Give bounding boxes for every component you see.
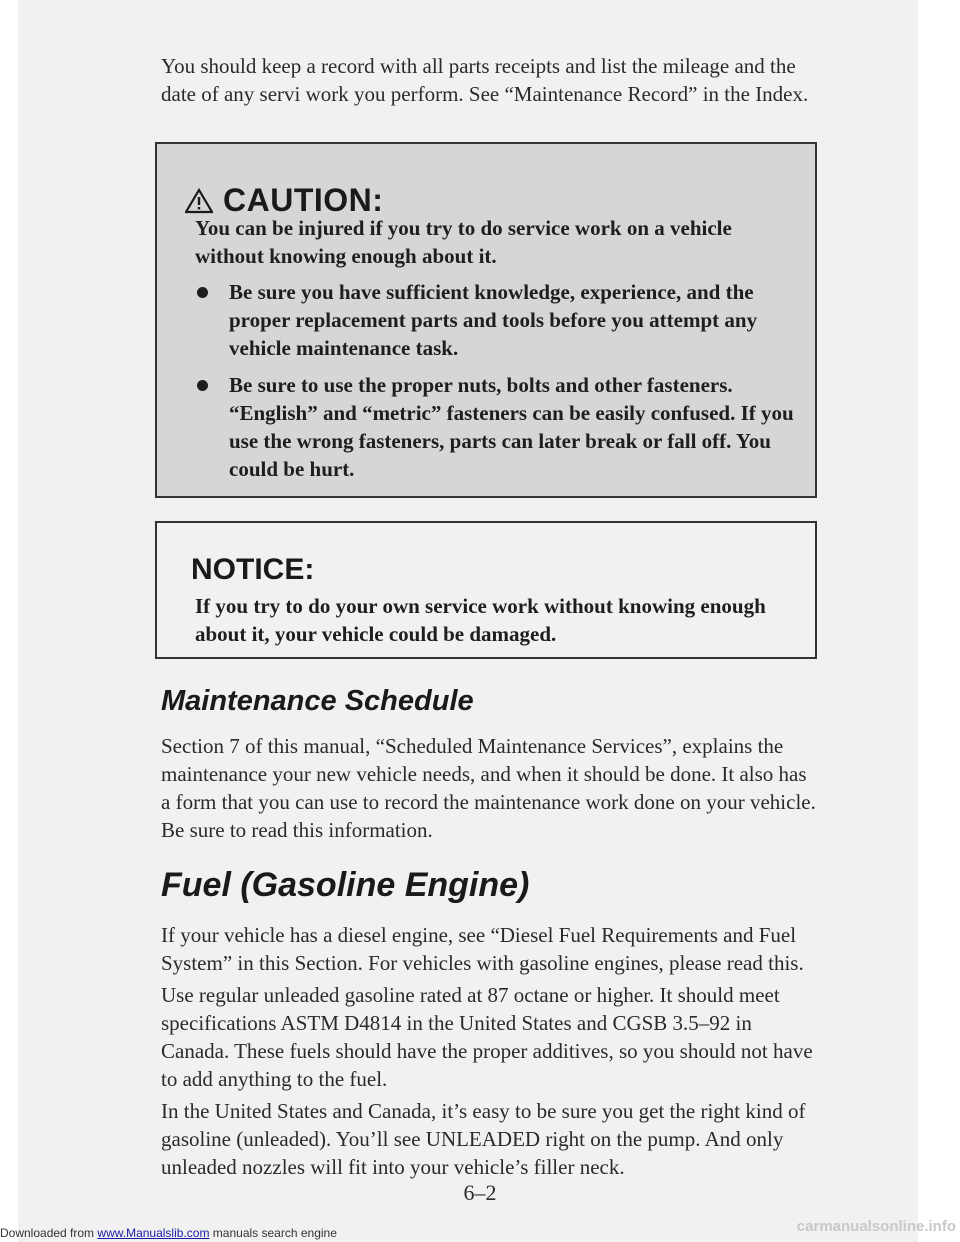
watermark: carmanualsonline.info: [796, 1218, 956, 1235]
notice-box: [155, 521, 817, 659]
caution-title: CAUTION:: [223, 182, 384, 218]
caution-bullet-text: Be sure you have sufficient knowledge, experience, and the proper replacement parts and tools before you attempt any vehicle maintenance task.: [229, 280, 758, 360]
page-number: 6–2: [463, 1180, 497, 1205]
manualslib-link[interactable]: www.Manualslib.com: [97, 1226, 210, 1240]
footer-prefix: Downloaded from: [0, 1226, 95, 1240]
footer-suffix: manuals search engine: [212, 1226, 337, 1240]
fuel-paragraph: In the United States and Canada, it’s easy to be sure you get the right kind of gasoline (unleaded). You’ll see UNLEADED right on the pump. And only unleaded nozzles will fit into your vehicle’s filler neck.: [161, 1099, 806, 1179]
bullet-icon: [197, 287, 208, 298]
fuel-heading: Fuel (Gasoline Engine): [161, 866, 530, 904]
notice-title: NOTICE:: [191, 553, 315, 586]
download-footer: [0, 1226, 337, 1240]
caution-bullet: [195, 371, 795, 483]
bullet-icon: [197, 380, 208, 391]
notice-body: If you try to do your own service work without knowing enough about it, your vehicle could be damaged.: [195, 594, 766, 646]
intro-paragraph: You should keep a record with all parts receipts and list the mileage and the date of any servi work you perform. See “Maintenance Record” in the Index.: [161, 54, 809, 106]
caution-bullet: [195, 278, 795, 362]
caution-content: [195, 144, 795, 496]
fuel-paragraph: Use regular unleaded gasoline rated at 87 octane or higher. It should meet specifications ASTM D4814 in the United States and CGSB 3.5–92 in Canada. These fuels should have the proper additives, so you should not have to add anything to the fuel.: [161, 983, 813, 1091]
caution-bullet-text: Be sure to use the proper nuts, bolts and other fasteners. “English” and “metric” fasteners can be easily confused. If you use the wrong fasteners, parts can later break or fall off. You could be hurt.: [229, 373, 794, 481]
caution-box: [155, 142, 817, 498]
caution-lead: You can be injured if you try to do service work on a vehicle without knowing enough about it.: [195, 216, 732, 268]
maintenance-paragraph: Section 7 of this manual, “Scheduled Maintenance Services”, explains the maintenance your new vehicle needs, and when it should be done. It also has a form that you can use to record the maintenance work done on your vehicle. Be sure to read this information.: [161, 734, 816, 842]
maintenance-schedule-heading: Maintenance Schedule: [161, 685, 474, 717]
fuel-paragraph: If your vehicle has a diesel engine, see “Diesel Fuel Requirements and Fuel System” in this Section. For vehicles with gasoline engines, please read this.: [161, 923, 804, 975]
